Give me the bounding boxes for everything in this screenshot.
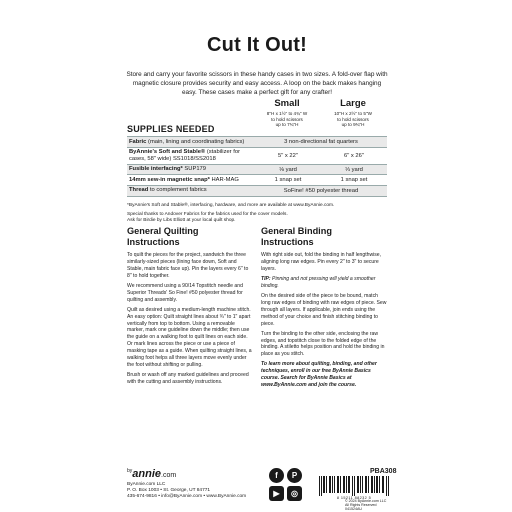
size-large-dims — [321, 111, 385, 128]
quilting-paragraph: To quilt the pieces for the project, sandwich the three similarly-sized pieces (lining face down, Soft and Stable, main fabric face up). Pin the layers every 6" to 8" to hold together. — [127, 252, 249, 279]
binding-course-note: To learn more about quilting, binding, and other techniques, enroll in our free ByAnnie Basics course. Search for ByAnnie Basics at www.ByAnnie.com and join the course. — [261, 361, 377, 389]
supply-item — [127, 165, 255, 175]
binding-paragraph: With right side out, fold the binding in half lengthwise, aligning long raw edges. Pin every 2" to 3" to secure layers. — [261, 252, 382, 272]
address-line: ByAnnie.com LLC — [127, 482, 166, 487]
supply-detail: HAR-MAG — [209, 176, 239, 183]
size-large-dim-line: up to 9¾"H — [341, 122, 365, 127]
intro-text: Store and carry your favorite scissors in these handy cases in two sizes. A fold-over flap with magnetic closure provides security and easy access. A loop on the back makes hanging easy. These cases make a perfect gift for any crafter! — [126, 71, 388, 96]
tip-text: Pinning and not pressing will yield a smoother binding. — [261, 275, 376, 289]
supply-amount-small: ⅛ yard — [279, 166, 297, 173]
facebook-icon[interactable]: f — [269, 468, 284, 483]
pattern-back-page — [115, 0, 399, 512]
size-large-dim-line: to hold scissors — [337, 116, 369, 122]
page-title: Cut It Out! — [207, 34, 307, 56]
supply-detail: to complement fabrics — [148, 187, 207, 194]
logo-annie: annie — [132, 468, 162, 480]
quilting-paragraph: Brush or wash off any marked guidelines and proceed with the cutting and assembly instructions. — [127, 372, 249, 385]
quilting-paragraph: Quilt as desired using a medium-length machine stitch. An easy option: Quilt straight lines about ¾" to 1" apart vertically from top to bottom. Using a removable marker, mark one guideline down the middle; then use the guide on a walking foot to quilt lines on each side. Or mark lines across the piece or use a piece of masking tape as a guide. When quilting straight lines, a walking foot helps all three layers move evenly under the foot without shifting or pulling. — [127, 306, 252, 368]
address-line: P. O. Box 1003 • St. George, UT 84771 — [127, 488, 211, 493]
copyright-line: 041524AU — [345, 507, 362, 512]
size-small-dim-line: up to 7¾"H — [275, 122, 299, 127]
supply-row — [127, 164, 387, 175]
logo-com: .com — [161, 472, 177, 479]
supply-amount-large: 6" x 26" — [344, 152, 364, 159]
supply-note: *ByAnnie's Soft and Stable®, interfacing, hardware, and more are available at www.ByAnnie.com. — [127, 203, 335, 208]
supply-item — [127, 148, 255, 164]
supply-detail: SUP179 — [182, 166, 206, 173]
supply-item — [127, 186, 255, 196]
size-small — [255, 98, 319, 128]
binding-heading-line: General Binding — [261, 226, 332, 236]
supply-amount-small: 5" x 22" — [278, 152, 298, 159]
quilting-heading — [127, 226, 253, 247]
logo-by: by — [127, 468, 133, 474]
size-large — [321, 98, 385, 128]
supply-detail: (stabilizer for cases, 58" wide) SS1018/SS2018 — [129, 149, 240, 162]
binding-tip — [261, 276, 387, 290]
instagram-icon[interactable]: ◎ — [287, 486, 302, 501]
supply-amount: SoFine! #50 polyester thread — [283, 187, 359, 194]
size-small-dim-line: 8"H x 1½" to 4¾" W — [266, 111, 308, 116]
supply-row — [127, 136, 387, 147]
barcode-number: 8 15211 88232 5 — [336, 496, 372, 500]
supply-row — [127, 185, 387, 197]
size-large-heading: Large — [340, 98, 366, 109]
binding-heading-line: Instructions — [261, 236, 314, 247]
copyright — [345, 499, 386, 512]
size-large-dim-line: 10"H x 2½" to 5"W — [334, 111, 372, 116]
supply-item — [127, 137, 255, 147]
binding-heading — [261, 226, 387, 247]
supply-row — [127, 174, 387, 185]
size-small-dims — [255, 111, 319, 128]
tip-label: TIP: — [261, 275, 271, 282]
binding-paragraph: On the desired side of the piece to be bound, match long raw edges of binding with raw edges of piece. Sew through all layers. If applicable, join ends using the method of your choice and finish stitching binding to piece. — [261, 292, 387, 327]
social-icons — [267, 468, 307, 502]
binding-instructions — [261, 226, 387, 389]
supply-name: ByAnnie's Soft and Stable® — [129, 149, 206, 156]
supply-detail: (main, lining and coordinating fabrics) — [146, 138, 245, 145]
supply-name: Fabric — [129, 138, 147, 145]
publisher-address — [127, 482, 246, 500]
supply-name: Thread — [129, 187, 149, 194]
supply-amount: 3 non-directional fat quarters — [284, 138, 358, 145]
quilting-heading-line: General Quilting — [127, 226, 199, 236]
supply-name: Fusible interfacing* — [129, 166, 183, 173]
supply-note: Ask for Birdie by Libs Elliott at your local quilt shop. — [127, 217, 236, 223]
supply-notes — [127, 203, 389, 224]
supply-row — [127, 147, 387, 164]
barcode — [319, 476, 389, 496]
copyright-line: All Rights Reserved — [345, 503, 377, 508]
copyright-line: © 2024 ByAnnie.com LLC — [345, 499, 387, 503]
supplies-heading: SUPPLIES NEEDED — [127, 124, 215, 134]
size-small-heading: Small — [274, 98, 300, 109]
supply-amount-large: 1 snap set — [340, 177, 368, 184]
binding-paragraph: Turn the binding to the other side, enclosing the raw edges, and topstitch close to the folded edge of the binding. A stiletto helps position and hold the binding in place as you stitch. — [261, 330, 385, 358]
quilting-paragraph: We recommend using a 90/14 Topstitch needle and Superior Threads' So Fine! #50 polyester thread for quilting and assembly. — [127, 282, 243, 303]
byannie-logo — [127, 468, 176, 480]
supply-amount-large: ⅓ yard — [345, 166, 363, 173]
quilting-heading-line: Instructions — [127, 236, 180, 247]
youtube-icon[interactable]: ▶ — [269, 486, 284, 501]
pinterest-icon[interactable]: P — [287, 468, 302, 483]
supplies-table — [127, 136, 387, 197]
quilting-instructions — [127, 226, 253, 386]
product-code: PBA308 — [370, 468, 397, 475]
supply-name: 14mm sew-in magnetic snap* — [129, 176, 210, 183]
supply-note: Special thanks to Andover Fabrics for the fabrics used for the cover models. — [127, 211, 288, 217]
supply-amount-small: 1 snap set — [274, 177, 302, 184]
address-line: 435-674-9816 • info@ByAnnie.com • www.ByAnnie.com — [127, 494, 247, 499]
supply-item — [127, 175, 255, 185]
size-small-dim-line: to hold scissors — [271, 116, 303, 122]
